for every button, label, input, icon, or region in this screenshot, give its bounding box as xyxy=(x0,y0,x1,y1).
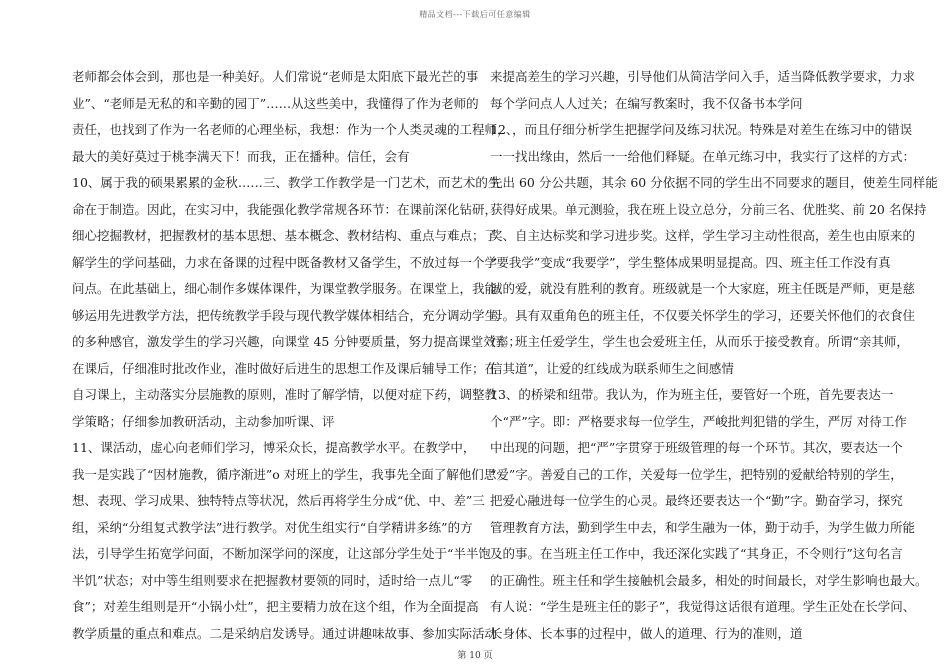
text-line: 细心挖掘教材，把握教材的基本思想、基本概念、教材结构、重点与难点；了 xyxy=(72,228,498,243)
text-line: 老师都会体会到，那也是一种美好。人们常说“老师是太阳底下最光芒的事 xyxy=(72,69,479,84)
text-line: 我一是实践了“因材施教，循序渐进”o 对班上的学生，我事先全面了解他们思 xyxy=(72,466,497,482)
text-line: 法，引导学生拓宽学问面，不断加深学问的深度，让这部分学生处于“半半饱 xyxy=(72,546,491,561)
text-line: 中出现的问题，把“严”字贯穿于班级管理的每一个环节。其次，要表达一个 xyxy=(490,440,903,455)
text-line: 获得好成果。单元测验，我在班上设立总分，分前三名、优胜奖、前 20 名保持 xyxy=(490,201,927,217)
text-line: 自习课上，主动落实分层施教的原则，准时了解学情，以便对症下药，调整教 xyxy=(72,387,498,402)
text-line: 组，采纳“分组复式教学法”进行教学。对优生组实行“自学精讲多练”的方 xyxy=(72,519,473,535)
text-line: 想、表现、学习成果、独特特点等状况，然后再将学生分成“优、中、差”三 xyxy=(72,493,485,508)
text-line: 在课后，仔细准时批改作业，准时做好后进生的思想工作及课后辅导工作；在 xyxy=(72,360,498,376)
text-line: 及的事。在当班主任工作中，我还深化实践了“其身正，不令则行”这句名言 xyxy=(490,546,903,561)
text-line: 11、课活动，虚心向老师们学习，博采众长，提高教学水平。在教学中， xyxy=(72,440,476,455)
text-line: 把爱心融进每一位学生的心灵。最终还要表达一个“勤”字。勤奋学习，探究 xyxy=(490,493,903,508)
text-line: “爱”字。善爱自己的工作，关爱每一位学生，把特别的爱献给特别的学生， xyxy=(490,466,903,482)
text-line: 母。具有双重角色的班主任，不仅要关怀学生的学习，还要关怀他们的衣食住 xyxy=(490,307,916,323)
text-line: 教学质量的重点和难点。二是采纳启发诱导。通过讲趣味故事、参加实际活动 xyxy=(72,625,498,641)
text-line: 业”、“老师是无私的和辛勤的园丁”……从这些美中，我懂得了作为老师的 xyxy=(72,95,479,111)
page-number: 第 10 页 xyxy=(457,651,493,661)
text-line: 信其道”，让爱的红线成为联系师生之间感情 xyxy=(490,360,734,376)
text-line: 行。班主任爱学生，学生也会爱班主任，从而乐于接受教育。所谓“亲其师， xyxy=(490,334,909,349)
text-line: 每个学问点人人过关；在编写教案时，我不仅备书本学问 xyxy=(490,95,803,111)
text-line: 个“严”字。即：严格要求每一位学生，严峻批判犯错的学生，严厉 对待工作 xyxy=(490,413,907,429)
text-line: 问点。在此基础上，细心制作多媒体课件，为课堂教学服务。在课堂上，我能 xyxy=(72,281,498,296)
text-line: 12、，而且仔细分析学生把握学问及练习状况。特殊是对差生在练习中的错误 xyxy=(490,122,913,137)
text-line: 解学生的学问基础，力求在备课的过程中既备教材又备学生，不放过每一个学 xyxy=(72,254,498,270)
text-line: 最大的美好莫过于桃李满天下！而我，正在播种。信任，会有 xyxy=(72,148,410,164)
text-line: 半饥”状态；对中等生组则要求在把握教材要领的同时，适时给一点儿“零 xyxy=(72,572,473,588)
text-line: 长身体、长本事的过程中，做人的道理、行为的准则，道 xyxy=(490,625,803,641)
text-line: “要我学”变成“我要学”，学生整体成果明显提高。四、班主任工作没有真 xyxy=(490,254,891,270)
text-line: 的正确性。班主任和学生接触机会最多，相处的时间最长，对学生影响也最大。 xyxy=(490,572,928,588)
text-line: 来提高差生的学习兴趣，引导他们从简洁学问入手，适当降低教学要求，力求 xyxy=(490,69,916,84)
text-line: 诚的爱，就没有胜利的教育。班级就是一个大家庭，班主任既是严师，更是慈 xyxy=(490,281,916,296)
text-line: 先出 60 分公共题，其余 60 分依据不同的学生出不同要求的题目，使差生同样能 xyxy=(490,175,938,190)
text-line: 命在于制造。因此，在实习中，我能强化教学常规各环节：在课前深化钻研， xyxy=(72,201,498,217)
left-column xyxy=(72,64,521,647)
text-line: 食”；对差生组则是开“小锅小灶”，把主要精力放在这个组，作为全面提高 xyxy=(72,599,479,614)
text-line: 够运用先进教学方法，把传统教学手段与现代教学媒体相结合，充分调动学生 xyxy=(72,307,498,323)
text-line: 一一找出缘由，然后一一给他们释疑。在单元练习中，我实行了这样的方式： xyxy=(490,148,916,164)
text-line: 管理教育方法，勤到学生中去，和学生融为一体，勤于动手，为学生做力所能 xyxy=(490,519,916,535)
text-line: 的多种感官，激发学生的学习兴趣，向课堂 45 分钟要质量，努力提高课堂效率； xyxy=(72,334,521,349)
text-line: 责任，也找到了作为一名老师的心理坐标，我想：作为一个人类灵魂的工程师， xyxy=(72,122,510,137)
right-column xyxy=(490,64,938,647)
page-header: 精品文档---下载后可任意编辑 xyxy=(419,10,531,19)
text-line: 奖、自主达标奖和学习进步奖。这样，学生学习主动性很高，差生也由原来的 xyxy=(490,228,916,243)
text-line: 13、的桥梁和纽带。我认为，作为班主任，要管好一个班，首先要表达一 xyxy=(490,387,894,402)
text-line: 10、属于我的硕果累累的金秋……三、教学工作教学是一门艺术，而艺术的生 xyxy=(72,175,501,190)
text-line: 有人说：“学生是班主任的影子”，我觉得这话很有道理。学生正处在长学问、 xyxy=(490,599,916,614)
text-line: 学策略；仔细参加教研活动，主动参加听课、评 xyxy=(72,413,335,429)
